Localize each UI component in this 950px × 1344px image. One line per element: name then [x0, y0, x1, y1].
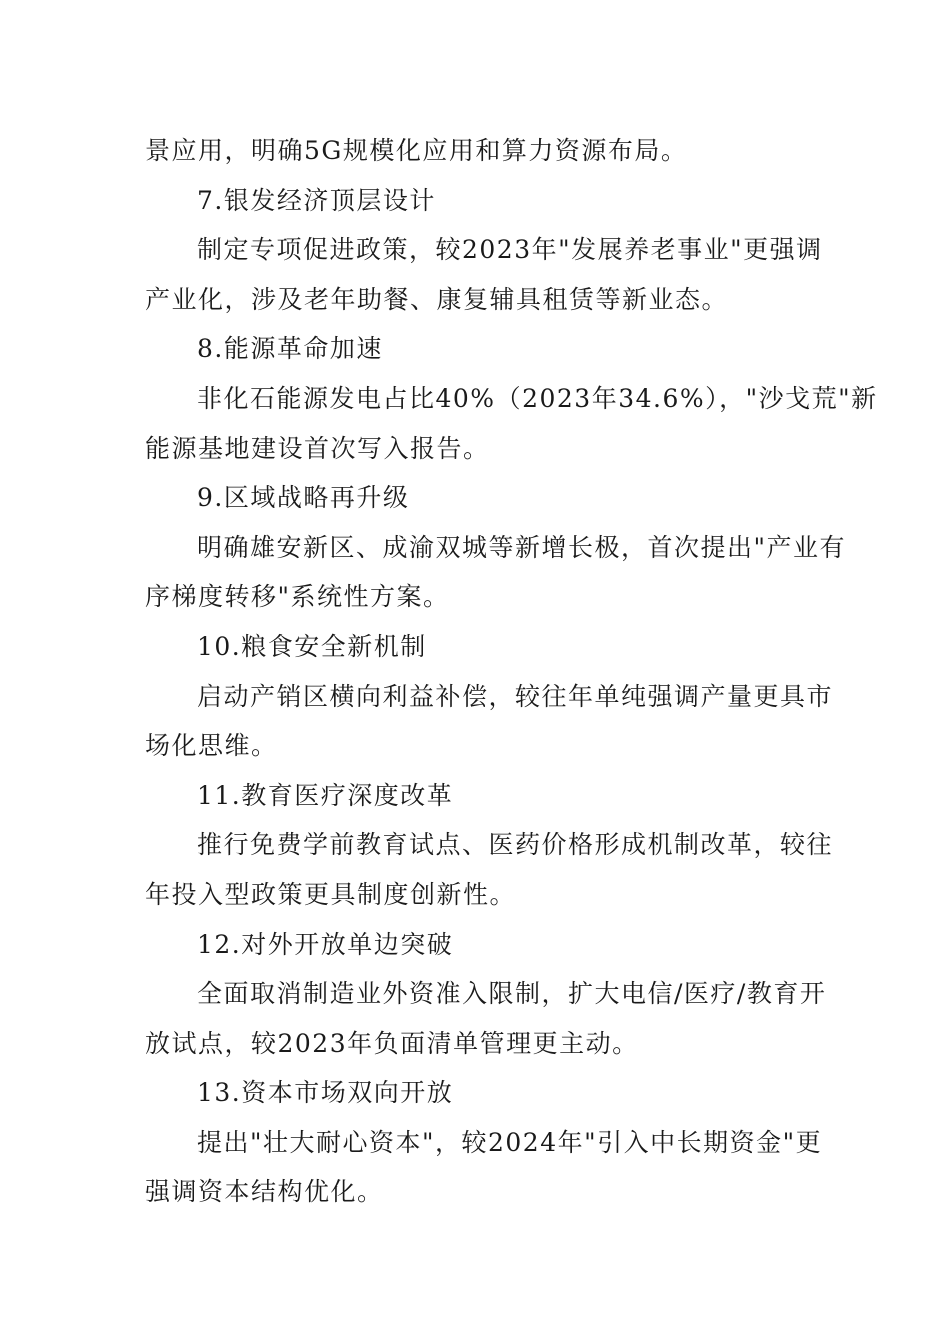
document-body [145, 126, 878, 1217]
section-heading-7: 7.银发经济顶层设计 [197, 185, 436, 215]
text-line: 启动产销区横向利益补偿，较往年单纯强调产量更具市 [197, 681, 834, 711]
text-line: 提出"壮大耐心资本"，较2024年"引入中长期资金"更 [197, 1127, 823, 1157]
text-line: 产业化，涉及老年助餐、康复辅具租赁等新业态。 [145, 284, 729, 314]
section-heading-10: 10.粮食安全新机制 [197, 631, 427, 661]
text-line: 制定专项促进政策，较2023年"发展养老事业"更强调 [197, 235, 823, 265]
section-heading-8: 8.能源革命加速 [197, 334, 383, 364]
section-heading-11: 11.教育医疗深度改革 [197, 780, 454, 810]
text-line: 场化思维。 [145, 731, 278, 761]
text-line: 景应用，明确5G规模化应用和算力资源布局。 [145, 136, 688, 165]
text-line: 放试点，较2023年负面清单管理更主动。 [145, 1028, 639, 1058]
section-heading-9: 9.区域战略再升级 [197, 483, 410, 513]
text-line: 全面取消制造业外资准入限制，扩大电信/医疗/教育开 [197, 979, 827, 1009]
text-line: 推行免费学前教育试点、医药价格形成机制改革，较往 [197, 830, 834, 860]
text-line: 序梯度转移"系统性方案。 [145, 582, 450, 612]
section-heading-12: 12.对外开放单边突破 [197, 929, 454, 959]
text-line: 明确雄安新区、成渝双城等新增长极，首次提出"产业有 [197, 532, 847, 562]
text-line: 年投入型政策更具制度创新性。 [145, 879, 517, 909]
section-heading-13: 13.资本市场双向开放 [197, 1078, 454, 1108]
text-line: 能源基地建设首次写入报告。 [145, 433, 490, 463]
text-line: 强调资本结构优化。 [145, 1177, 384, 1207]
text-line: 非化石能源发电占比40%（2023年34.6%），"沙戈荒"新 [197, 383, 878, 413]
